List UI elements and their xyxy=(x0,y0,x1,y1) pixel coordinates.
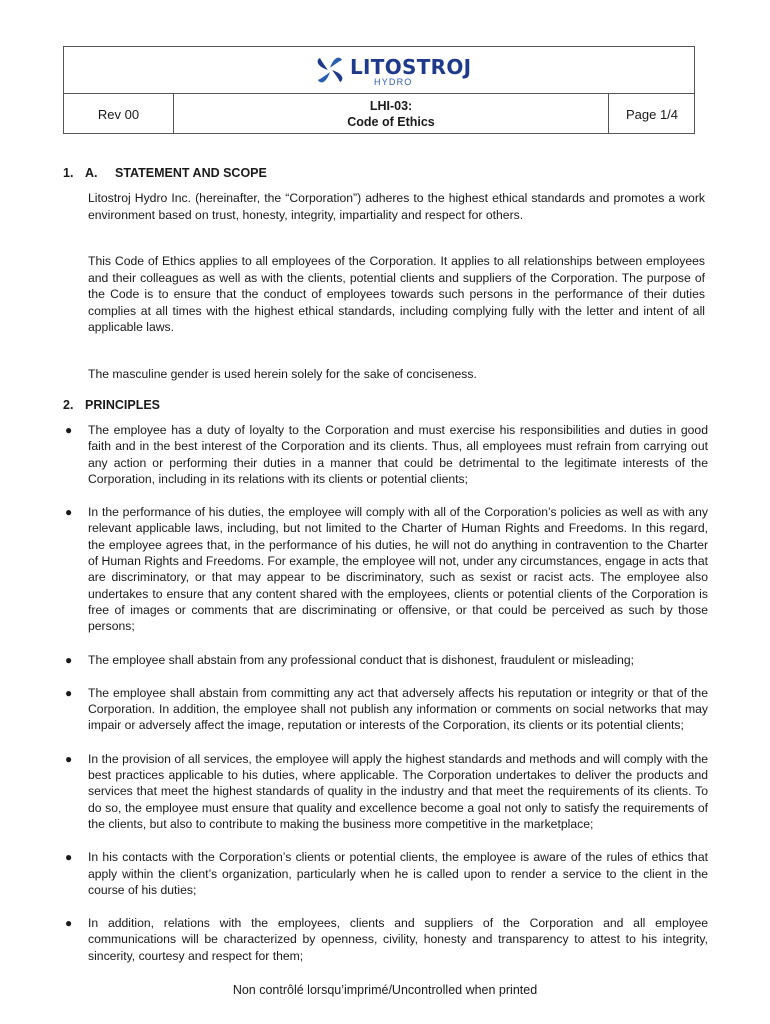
section-2-heading xyxy=(63,398,160,412)
page-cell xyxy=(609,94,695,134)
section-1-letter: A. xyxy=(85,166,98,180)
list-item-text: The employee shall abstain from any professional conduct that is dishonest, fraudulent or misleading; xyxy=(88,652,635,667)
section-1-number: 1. xyxy=(63,166,74,180)
list-item xyxy=(63,751,708,832)
page-footer: Non contrôlé lorsqu’imprimé/Uncontrolled when printed xyxy=(232,983,538,997)
list-item-text: In addition, relations with the employees, clients and suppliers of the Corporation and all employee communications will be characterized by openness, civility, honesty and transparency to attest to his integrity, sincerity, courtesy and respect for them; xyxy=(88,916,708,963)
title-cell xyxy=(174,94,609,134)
list-item-text: In his contacts with the Corporation’s clients or potential clients, the employee is aware of the rules of ethics that apply within the client’s organization, particularly when he is called upon to render a service to the client in the course of his duties; xyxy=(88,850,708,897)
revision-cell xyxy=(64,94,174,134)
bullet-icon: ● xyxy=(65,685,73,700)
section-1-title: STATEMENT AND SCOPE xyxy=(115,166,267,180)
list-item-text: In the performance of his duties, the employee will comply with all of the Corporation’s policies as well as with any relevant applicable laws, including, but not limited to the Charter of Human Rights and Freedoms. In this regard, the employee agrees that, in the performance of his duties, he will not do anything in contravention to the Charter of Human Rights and Freedoms. For example, the employee will not, under any circumstances, engage in acts that are discriminatory, or that may appear to be discriminatory, such as sexist or racist acts. The employee also undertakes to ensure that any content shared with the employees, clients or potential clients of the Corporation is free of images or comments that are discriminating or offensive, or that could be perceived as such by those persons; xyxy=(88,505,708,634)
logo-name: LITOSTROJ xyxy=(350,55,472,79)
page-number: Page 1/4 xyxy=(625,106,679,122)
section-2-title: PRINCIPLES xyxy=(85,398,161,412)
list-item xyxy=(63,422,708,487)
list-item-text: The employee shall abstain from committing any act that adversely affects his reputation or integrity or that of the Corporation. In addition, the employee shall not publish any information or comments on social networks that may impair or adversely affect the image, reputation or interests of the Corporation, its clients or its potential clients; xyxy=(88,685,708,733)
bullet-icon: ● xyxy=(65,652,73,667)
principles-list xyxy=(63,422,708,981)
document-title: Code of Ethics xyxy=(347,115,435,129)
turbine-logo-icon xyxy=(314,54,346,86)
list-item xyxy=(63,652,708,668)
list-item-text: The employee has a duty of loyalty to the Corporation and must exercise his responsibilities and duties in good faith and in the best interest of the Corporation and its clients. Thus, all employees must refrain from carrying out any action or performing their duties in a manner that could be detrimental to the legitimate interests of the Corporation, including in its relations with its clients or potential clients; xyxy=(88,423,708,486)
list-item xyxy=(63,504,708,634)
list-item-text: In the provision of all services, the employee will apply the highest standards and methods and will comply with the best practices applicable to his duties, where applicable. The Corporation undertakes to deliver the products and services that meet the highest standards of quality in the industry and that meet the requirements of its clients. To do so, the employee must ensure that quality and excellence become a goal not only to satisfy the requirements of the clients, but also to contribute to making the business more competitive in the marketplace; xyxy=(88,751,708,831)
company-logo xyxy=(314,52,472,90)
logo-row xyxy=(64,47,694,94)
revision-label: Rev 00 xyxy=(97,106,140,122)
list-item xyxy=(63,849,708,898)
bullet-icon: ● xyxy=(65,916,73,931)
bullet-icon: ● xyxy=(65,505,73,520)
list-item xyxy=(63,915,708,964)
bullet-icon: ● xyxy=(65,423,73,437)
section-1-paragraph: The masculine gender is used herein solely for the sake of conciseness. xyxy=(88,367,477,381)
document-code: LHI-03: xyxy=(369,99,413,113)
logo-subtitle: HYDRO xyxy=(374,77,413,87)
list-item xyxy=(63,685,708,734)
bullet-icon: ● xyxy=(65,850,73,865)
section-1-paragraph: Litostroj Hydro Inc. (hereinafter, the “Corporation”) adheres to the highest ethical standards and promotes a work environment based on trust, honesty, integrity, impartiality and respect for others. xyxy=(88,191,705,222)
section-1-heading xyxy=(63,166,267,180)
section-2-number: 2. xyxy=(63,398,74,412)
section-1-paragraph: This Code of Ethics applies to all employees of the Corporation. It applies to all relationships between employees and their colleagues as well as with the clients, potential clients and suppliers of the Corporation. The purpose of the Code is to ensure that the conduct of employees towards such persons in the performance of their duties complies at all times with the highest ethical standards, including complying fully with the letter and intent of all applicable laws. xyxy=(88,254,705,334)
bullet-icon: ● xyxy=(65,751,73,766)
document-header xyxy=(63,46,695,134)
